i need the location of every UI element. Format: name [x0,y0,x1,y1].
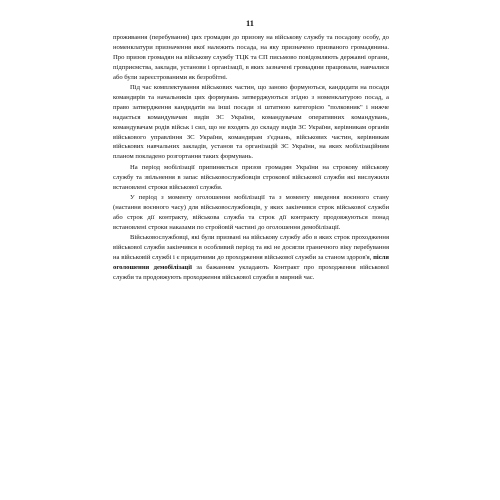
contract-text-before: Військовослужбовці, які були призвані на військову службу або в яких строк проходження військової служби закінчився в особливий період та які не досягли граничного віку перебування на військовій службі і є придатними до проходження військової служби за станом здоров'я, [113,234,389,261]
paragraph-demobilization-contract [113,233,389,283]
paragraph-unit-formation-appointments: Під час комплектування військових частин, що заново формуються, кандидати на посади командирів та начальників цих формувань затверджуються згідно з номенклатурою посад, а право затвердження кандидатів на інші посади зі штатною категорією "полковник" і нижче надається командувачам видів ЗС України, командувачам оперативних командувань, командувачам родів військ і сил, що не входять до складу видів ЗС України, керівникам органів військового управління ЗС України, командирам з'єднань, військових частин, керівникам військових навчальних закладів, установ та організацій ЗС України, на яких мобілізаційним планом покладено розгортання таких формувань. [113,84,389,161]
contract-text-after: за бажанням укладають Контракт про проходження військової служби та продовжують проходження військової служби в мирний час. [113,263,389,281]
document-body [113,33,389,283]
paragraph-service-extension: У період з моменту оголошення мобілізації та з моменту введення воєнного стану (настання воєнного часу) для військовослужбовців, у яких закінчився строк військової служби або строк дії контракту, військова служба та строк дії контракту продовжуються понад встановлені строки наказами по стройовій частині до оголошення демобілізації. [113,194,389,231]
paragraph-mobilization-conscription-halt: На період мобілізації припиняється призов громадян України на строкову військову службу та звільнення в запас військовослужбовців строкової військової служби які вислужили встановлені строки військової служби. [113,163,389,191]
page-number: 11 [246,19,254,28]
bold-demobilization-phrase: після оголошення демобілізації [113,253,389,271]
paragraph-conscription-notification: проживання (перебування) цих громадян до призову на військову службу та посадову особу, до номенклатури призначення якої належить посада, на яку призначено призваного громадянина. Про призов громадян на військову службу ТЦК та СП письмово повідомляють державні органи, підприємства, заклади, установи і організації, в яких зазначені громадяни працювали, навчалися або були зареєстрованими як безробітні. [113,34,389,81]
